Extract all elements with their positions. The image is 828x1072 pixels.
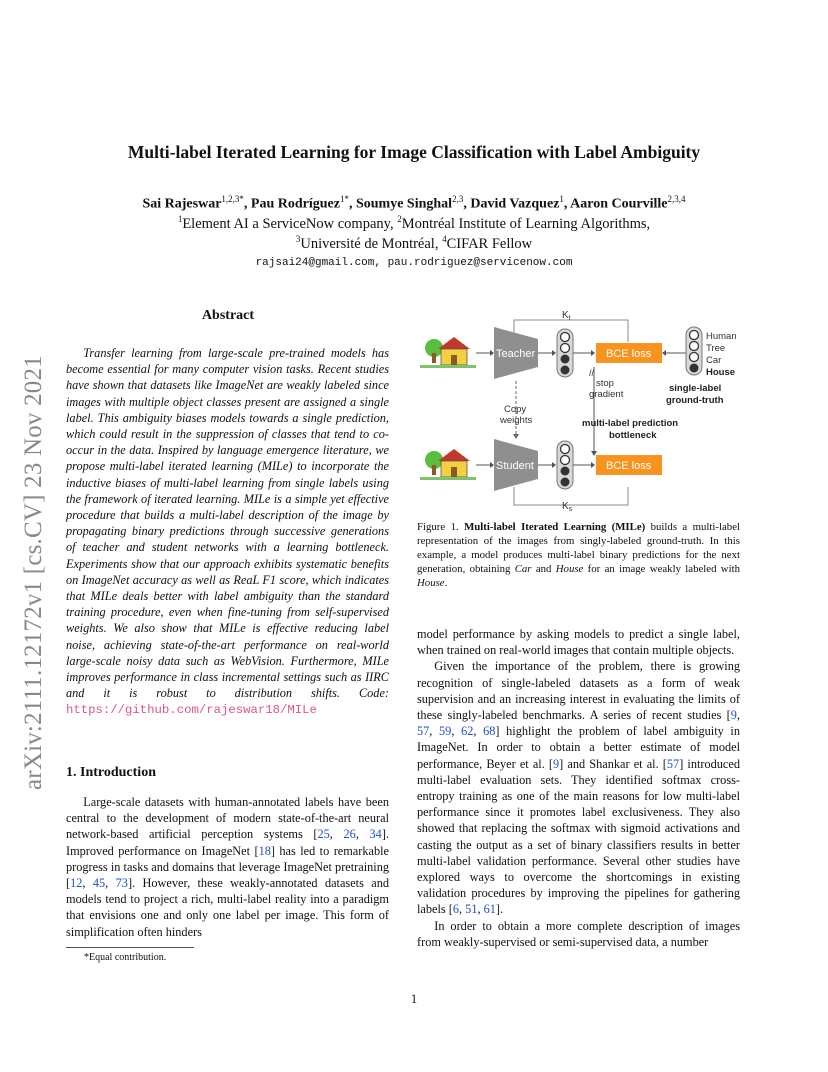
paragraph-text: ] introduced multi-label evaluation sets. They identified softmax cross-entropy training as one of the main reasons for low multi-label performance since it promotes label exclusiveness. They also showed that replacing the softmax with sigmoid activations and casting the output as a set of binary classifiers results in better multi-label validation performance. Several other studies have explored ways to overcome the shortcomings in existing validation procedures by improving the pipelines for gathering labels [ [417,756,740,917]
paragraph-text: ] highlight the problem of label ambiguity in ImageNet. In order to obtain a better estimate of model performance, Beyer et al. [ [417,724,741,771]
citation-link[interactable]: 26 [343,827,356,842]
ground-truth-nodes [686,327,702,375]
right-column-body [417,626,740,950]
paragraph-text: , [451,724,462,739]
copy-weights-label-2: weights [500,415,533,426]
paragraph-weak-supervision: In order to obtain a more complete description of images from weakly-supervised or semi-supervised data, a number [417,918,740,949]
citation-link[interactable]: 9 [553,756,560,771]
citation-link[interactable]: 6 [452,902,460,917]
citation-link[interactable]: 45 [92,876,106,891]
paragraph-text: , [329,827,344,842]
code-link[interactable]: https://github.com/rajeswar18/MILe [66,703,317,718]
author-affiliation-marker: 1* [339,194,349,204]
svg-text://: // [589,368,595,378]
abstract-heading: Abstract [201,308,255,323]
stop-gradient-label-1: stop [596,378,614,389]
abstract-body [66,345,389,719]
introduction-paragraph [66,794,389,940]
author-name: Pau Rodríguez [250,196,340,212]
citation-link[interactable]: 62 [461,724,474,739]
bottleneck-label-2: bottleneck [609,430,657,441]
k-teacher-label: $K_t$ [562,310,571,322]
citation-link[interactable]: 68 [483,724,496,739]
author-list: Sai Rajeswar$^{1,2,3*}$, Pau Rodríguez$^{1*}$, Soumye Singhal$^{2,3}$, David Vazquez$^1$, Aaron Courville$^{2,3,4}$ [142,194,686,212]
bce-loss-label-bottom: BCE loss [606,460,652,472]
citation-link[interactable]: 12 [70,876,83,891]
single-label-text-1: single-label [669,383,722,394]
affiliation-name: Université de Montréal, [300,235,443,252]
affiliation-marker: 3 [295,234,301,244]
paragraph-text: , [82,876,93,891]
author-name: David Vazquez [470,196,560,212]
gt-label-car: Car [706,355,722,366]
affiliation-name: CIFAR Fellow [446,235,533,252]
student-label: Student [496,460,534,472]
gt-label-tree: Tree [706,343,726,354]
affiliation-line-1 [0,214,828,233]
citation-link[interactable]: 73 [115,876,128,891]
citation-link[interactable]: 18 [258,843,271,858]
section-heading-introduction: 1. Introduction [66,765,156,780]
ks-loop-line [514,487,628,505]
paragraph-text: , [105,876,116,891]
paragraph-text: , [473,724,484,739]
copy-weights-label-1: Copy [504,404,527,415]
citation-link[interactable]: 57 [417,724,430,739]
affiliation-marker: 2 [397,214,402,224]
paragraph-text: , [477,902,484,917]
input-image-house-icon-bottom [420,449,476,480]
affiliation-name: Montréal Institute of Learning Algorithms, [401,215,651,232]
single-label-text-2: ground-truth [666,395,724,406]
figure-1-diagram [416,305,746,515]
author-emails: rajsai24@gmail.com, pau.rodriguez@servicenow.com [255,257,573,269]
paragraph-text: , [429,724,440,739]
paragraph-label-ambiguity [417,658,740,917]
teacher-output-nodes [557,329,573,377]
author-name: Aaron Courville [570,196,668,212]
student-output-nodes [557,441,573,489]
citation-link[interactable]: 61 [483,902,496,917]
gt-label-house: House [706,367,736,378]
citation-link[interactable]: 59 [439,724,452,739]
introduction-body [66,794,389,940]
paragraph-continued: model performance by asking models to predict a single label, when trained on real-world images that contain multiple objects. [417,627,740,658]
author-name: Soumye Singhal [355,196,453,212]
citation-link[interactable]: 51 [465,902,478,917]
paragraph-text: , [736,708,740,723]
gt-label-human: Human [706,331,737,342]
paragraph-text: Large-scale datasets with human-annotated labels have been central to the development of modern state-of-the-art neural network-based artificial perception systems [ [66,795,389,842]
teacher-label: Teacher [496,348,536,360]
citation-link[interactable]: 25 [317,827,330,842]
author-affiliation-marker: 2,3,4 [667,194,686,204]
footnote: *Equal contribution. [84,952,167,963]
affiliation-marker: 4 [442,234,447,244]
paragraph-text: ] and Shankar et al. [ [559,756,667,771]
footnote-rule [66,947,194,948]
citation-link[interactable]: 57 [666,756,680,771]
stop-gradient-label-2: gradient [589,389,624,400]
affiliation-name: Element AI a ServiceNow company, [182,215,398,232]
paragraph-text: ] has led to remarkable progress in tasks and domains that leverage ImageNet pretraining [ [66,843,389,891]
paper-title: Multi-label Iterated Learning for Image Classification with Label Ambiguity [127,142,701,162]
paragraph-text: , [355,827,370,842]
author-affiliation-marker: 1 [559,194,564,204]
abstract-text: Transfer learning from large-scale pre-trained models has become essential for many computer vision tasks. Recent studies have shown that datasets like ImageNet are weakly labeled since images with multiple object classes present are assigned a single label. This ambiguity biases models towards a single prediction, which could result in the suppression of classes that tend to co-occur in the data. Inspired by language emergence literature, we propose multi-label iterated learning (MILe) to incorporate the inductive biases of multi-label learning from single labels using the framework of iterated learning. MILe is a simple yet effective procedure that builds a multi-label description of the image by propagating binary predictions through successive generations of teacher and student networks with a learning bottleneck. Experiments show that our approach exhibits systematic benefits on ImageNet accuracy as well as ReaL F1 score, which indicates that MILe deals better with label ambiguity than the standard training procedure, even when fine-tuning from self-supervised weights. We also show that MILe is effective reducing label noise, achieving state-of-the-art performance on real-world large-scale noisy data such as WebVision. Furthermore, MILe improves performance in class incremental settings such as IIRC and it is robust to distribution shifts. [66,346,389,701]
code-label: Code: [358,686,390,701]
affiliation-marker: 1 [177,214,183,224]
citation-link[interactable]: 9 [730,708,737,723]
k-student-label: $K_s$ [562,501,573,513]
paragraph-text: ]. [495,902,504,917]
author-name: Sai Rajeswar [142,196,222,212]
paragraph-text: Given the importance of the problem, there is growing recognition of single-labeled datasets as a form of weak supervision and an increasing interest in evaluating the limits of these singly-labeled benchmarks. A series of recent studies [ [417,659,740,723]
bce-loss-label-top: BCE loss [606,348,652,360]
paragraph-text: ]. However, these weakly-annotated datasets and models tend to project a rich, multi-label reality into a paradigm that envisions one and only one label per image. This form of simplification often hinders [66,876,390,939]
page-number: 1 [410,992,418,1006]
author-affiliation-marker: 2,3 [452,194,464,204]
affiliation-line-2 [0,234,828,253]
paragraph-text: ]. Improved performance on ImageNet [ [66,827,389,858]
citation-link[interactable]: 34 [369,827,382,842]
arxiv-identifier: arXiv:2111.12172v1 [cs.CV] 23 Nov 2021 [20,355,47,790]
figure-1-caption: Figure 1. Multi-label Iterated Learning (MILe) builds a multi-label representation of the images from singly-labeled ground-truth. In this example, a model produces multi-label binary predictions for the next generation, obtaining Car and House for an image weakly labeled with House. [417,521,740,589]
author-affiliation-marker: 1,2,3* [221,194,244,204]
input-image-house-icon-top [420,337,476,368]
paragraph-text: , [459,902,466,917]
bottleneck-label-1: multi-label prediction [582,418,679,429]
